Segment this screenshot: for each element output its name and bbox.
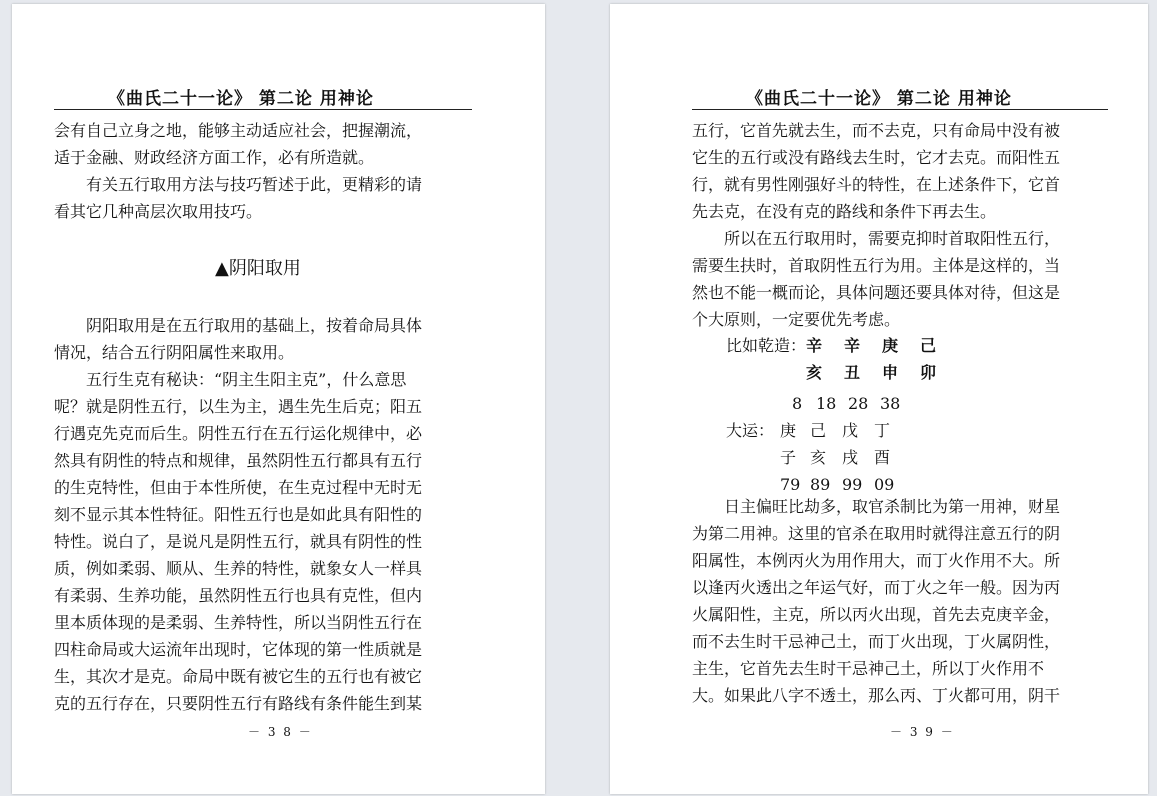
right-body-paragraphs: [692, 493, 1060, 709]
dayun-age: 8: [792, 394, 803, 413]
page-number: － 3 8 －: [248, 725, 313, 739]
header-rule: [54, 109, 472, 110]
text-line: 所以在五行取用时，需要克抑时首取阳性五行，: [692, 229, 1061, 248]
text-line: 行遇克先克而后生。阴性五行在五行运化规律中，必: [54, 424, 423, 443]
dayun-age: 38: [880, 394, 901, 413]
dayun-stem: 戊: [842, 421, 859, 440]
dayun-stem: 丁: [874, 421, 891, 440]
text-line: 生，其次才是克。命局中既有被它生的五行也有被它: [54, 667, 423, 686]
dayun-branch: 戌: [842, 448, 859, 467]
text-line: 看其它几种高层次取用技巧。: [54, 202, 263, 221]
text-line: 呢？就是阴性五行，以生为主，遇生先生后克；阳五: [54, 397, 423, 416]
bazi-branch: 卯: [920, 363, 937, 382]
running-header: 《曲氏二十一论》 第二论 用神论: [746, 89, 1012, 109]
text-line: 它生的五行或没有路线去生时，它才去克。而阳性五: [692, 148, 1061, 167]
dayun-branch: 酉: [874, 448, 891, 467]
dayun-label: 大运：: [726, 421, 775, 440]
text-line: 适于金融、财政经济方面工作，必有所造就。: [54, 148, 375, 167]
text-line: 先去克，在没有克的路线和条件下再去生。: [692, 202, 997, 221]
running-header: 《曲氏二十一论》 第二论 用神论: [108, 89, 374, 109]
header-rule: [692, 109, 1108, 110]
right-page: [610, 4, 1148, 794]
dayun-year: 09: [874, 475, 895, 494]
text-line: 有柔弱、生养功能，虽然阴性五行也具有克性，但内: [54, 586, 423, 605]
text-line: 而不去生时干忌神己土，而丁火出现，丁火属阴性，: [692, 632, 1061, 651]
dayun-year: 79: [780, 475, 801, 494]
text-line: 为第二用神。这里的官杀在取用时就得注意五行的阴: [692, 524, 1061, 543]
dayun-age: 28: [848, 394, 869, 413]
text-line: 大。如果此八字不透土，那么丙、丁火都可用，阴干: [692, 686, 1061, 705]
dayun-branch: 亥: [810, 448, 827, 467]
text-line: 的生克特性，但由于本性所使，在生克过程中无时无: [54, 478, 423, 497]
text-line: 特性。说白了，是说凡是阴性五行，就具有阴性的性: [54, 532, 423, 551]
dayun-branch: 子: [780, 448, 797, 467]
text-line: 克的五行存在，只要阴性五行有路线有条件能生到某: [54, 694, 423, 713]
text-line: 日主偏旺比劫多，取官杀制比为第一用神，财星: [692, 497, 1061, 516]
bazi-stem: 庚: [882, 336, 899, 355]
text-line: 刻不显示其本性特征。阳性五行也是如此具有阳性的: [54, 505, 423, 524]
text-line: 会有自己立身之地，能够主动适应社会，把握潮流，: [54, 121, 423, 140]
text-line: 行，就有男性刚强好斗的特性，在上述条件下，它首: [692, 175, 1061, 194]
text-line: 情况，结合五行阴阳属性来取用。: [54, 343, 295, 362]
left-page: [12, 4, 545, 794]
text-line: 火属阳性，主克，所以丙火出现，首先去克庚辛金，: [692, 605, 1061, 624]
text-line: 然也不能一概而论，具体问题还要具体对待，但这是: [692, 283, 1061, 302]
text-line: 主生，它首先去生时干忌神己土，所以丁火作用不: [692, 659, 1045, 678]
bazi-label: 比如乾造：: [726, 336, 807, 355]
left-body-paragraphs: [54, 312, 422, 717]
text-line: 需要生扶时，首取阴性五行为用。主体是这样的，当: [692, 256, 1061, 275]
text-line: 阴阳取用是在五行取用的基础上，按着命局具体: [54, 316, 423, 335]
text-line: 有关五行取用方法与技巧暂述于此，更精彩的请: [54, 175, 423, 194]
dayun-year: 99: [842, 475, 863, 494]
left-top-paragraphs: [54, 117, 422, 225]
text-line: 五行生克有秘诀：“阴主生阳主克”，什么意思: [54, 370, 407, 389]
text-line: 四柱命局或大运流年出现时，它体现的第一性质就是: [54, 640, 423, 659]
bazi-branch: 丑: [844, 363, 861, 382]
dayun-year: 89: [810, 475, 831, 494]
bazi-stem: 辛: [806, 336, 823, 355]
text-line: 阳属性，本例丙火为用作用大，而丁火作用不大。所: [692, 551, 1061, 570]
dayun-age: 18: [816, 394, 837, 413]
text-line: 里本质体现的是柔弱、生养特性，所以当阴性五行在: [54, 613, 423, 632]
section-heading: ▲阴阳取用: [215, 258, 301, 279]
bazi-branch: 申: [882, 363, 899, 382]
page-number: － 3 9 －: [890, 725, 955, 739]
dayun-stem: 庚: [780, 421, 797, 440]
text-line: 以逢丙火透出之年运气好，而丁火之年一般。因为丙: [692, 578, 1061, 597]
dayun-stem: 己: [810, 421, 827, 440]
bazi-stem: 己: [920, 336, 937, 355]
bazi-stem: 辛: [844, 336, 861, 355]
text-line: 然具有阴性的特点和规律，虽然阴性五行都具有五行: [54, 451, 423, 470]
text-line: 五行，它首先就去生，而不去克，只有命局中没有被: [692, 121, 1061, 140]
text-line: 个大原则，一定要优先考虑。: [692, 310, 901, 329]
text-line: 质，例如柔弱、顺从、生养的特性，就象女人一样具: [54, 559, 423, 578]
bazi-branch: 亥: [806, 363, 823, 382]
right-top-paragraphs: [692, 117, 1060, 333]
